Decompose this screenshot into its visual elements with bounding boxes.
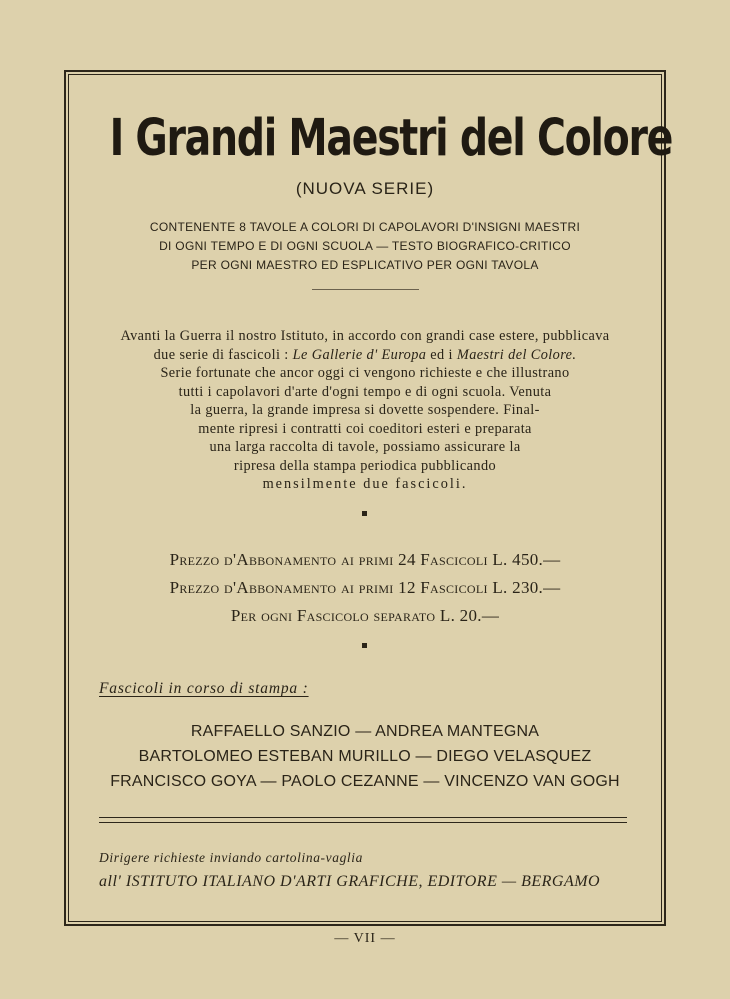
- publication-title: Le Gallerie d' Europa: [292, 346, 427, 363]
- page-number: — VII —: [334, 931, 396, 946]
- paragraph-line: una larga raccolta di tavole, possiamo assicurare la: [209, 439, 521, 455]
- artist-line: BARTOLOMEO ESTEBAN MURILLO — DIEGO VELASQUEZ: [138, 748, 592, 765]
- artist-line: FRANCISCO GOYA — PAOLO CEZANNE — VINCENZO VAN GOGH: [110, 773, 620, 790]
- double-rule: [99, 822, 627, 823]
- double-rule: [99, 817, 627, 818]
- paragraph-text: ed i: [430, 346, 453, 363]
- price-value: L. 230.—: [492, 578, 561, 597]
- price-label: Per ogni Fascicolo separato: [230, 606, 436, 625]
- price-label: Prezzo d'Abbonamento ai primi 12 Fascicoli: [169, 578, 488, 597]
- description-line: CONTENENTE 8 TAVOLE A COLORI DI CAPOLAVORI D'INSIGNI MAESTRI: [149, 220, 581, 234]
- paragraph-text: due serie di fascicoli :: [153, 346, 289, 363]
- section-heading: Fascicoli in corso di stampa :: [99, 680, 309, 697]
- price-line: [68, 577, 662, 599]
- paragraph-line: [68, 346, 662, 365]
- price-label: Prezzo d'Abbonamento ai primi 24 Fascicoli: [169, 550, 488, 569]
- publisher-address: all' ISTITUTO ITALIANO D'ARTI GRAFICHE, EDITORE — BERGAMO: [99, 873, 601, 890]
- subtitle: (NUOVA SERIE): [295, 179, 435, 198]
- price-value: L. 20.—: [439, 606, 500, 625]
- description-line: DI OGNI TEMPO E DI OGNI SCUOLA — TESTO BIOGRAFICO-CRITICO: [159, 239, 571, 253]
- divider: [312, 289, 419, 290]
- artist-line: RAFFAELLO SANZIO — ANDREA MANTEGNA: [190, 723, 540, 740]
- paragraph-line: Avanti la Guerra il nostro Istituto, in accordo con grandi case estere, pubblicava: [120, 328, 610, 344]
- price-line: [68, 549, 662, 571]
- price-value: L. 450.—: [492, 550, 561, 569]
- bullet-ornament: [362, 643, 367, 648]
- paragraph-line: mensilmente due fascicoli.: [262, 476, 468, 492]
- paragraph-line: Serie fortunate che ancor oggi ci vengono richieste e che illustrano: [160, 365, 570, 381]
- page-title: I Grandi Maestri del Colore: [109, 109, 673, 168]
- description-line: PER OGNI MAESTRO ED ESPLICATIVO PER OGNI TAVOLA: [191, 258, 539, 272]
- publication-title: Maestri del Colore.: [456, 346, 577, 363]
- paragraph-line: la guerra, la grande impresa si dovette sospendere. Final-: [190, 402, 540, 418]
- price-line: [68, 605, 662, 627]
- ordering-instruction: Dirigere richieste inviando cartolina-vaglia: [99, 850, 363, 865]
- inner-border: [68, 74, 673, 922]
- bullet-ornament: [362, 511, 367, 516]
- paragraph-line: mente ripresi i contratti coi coeditori esteri e preparata: [198, 420, 532, 437]
- paragraph-line: tutti i capolavori d'arte d'ogni tempo e di ogni scuola. Venuta: [178, 383, 552, 400]
- paragraph-line: ripresa della stampa periodica pubblicando: [233, 457, 497, 474]
